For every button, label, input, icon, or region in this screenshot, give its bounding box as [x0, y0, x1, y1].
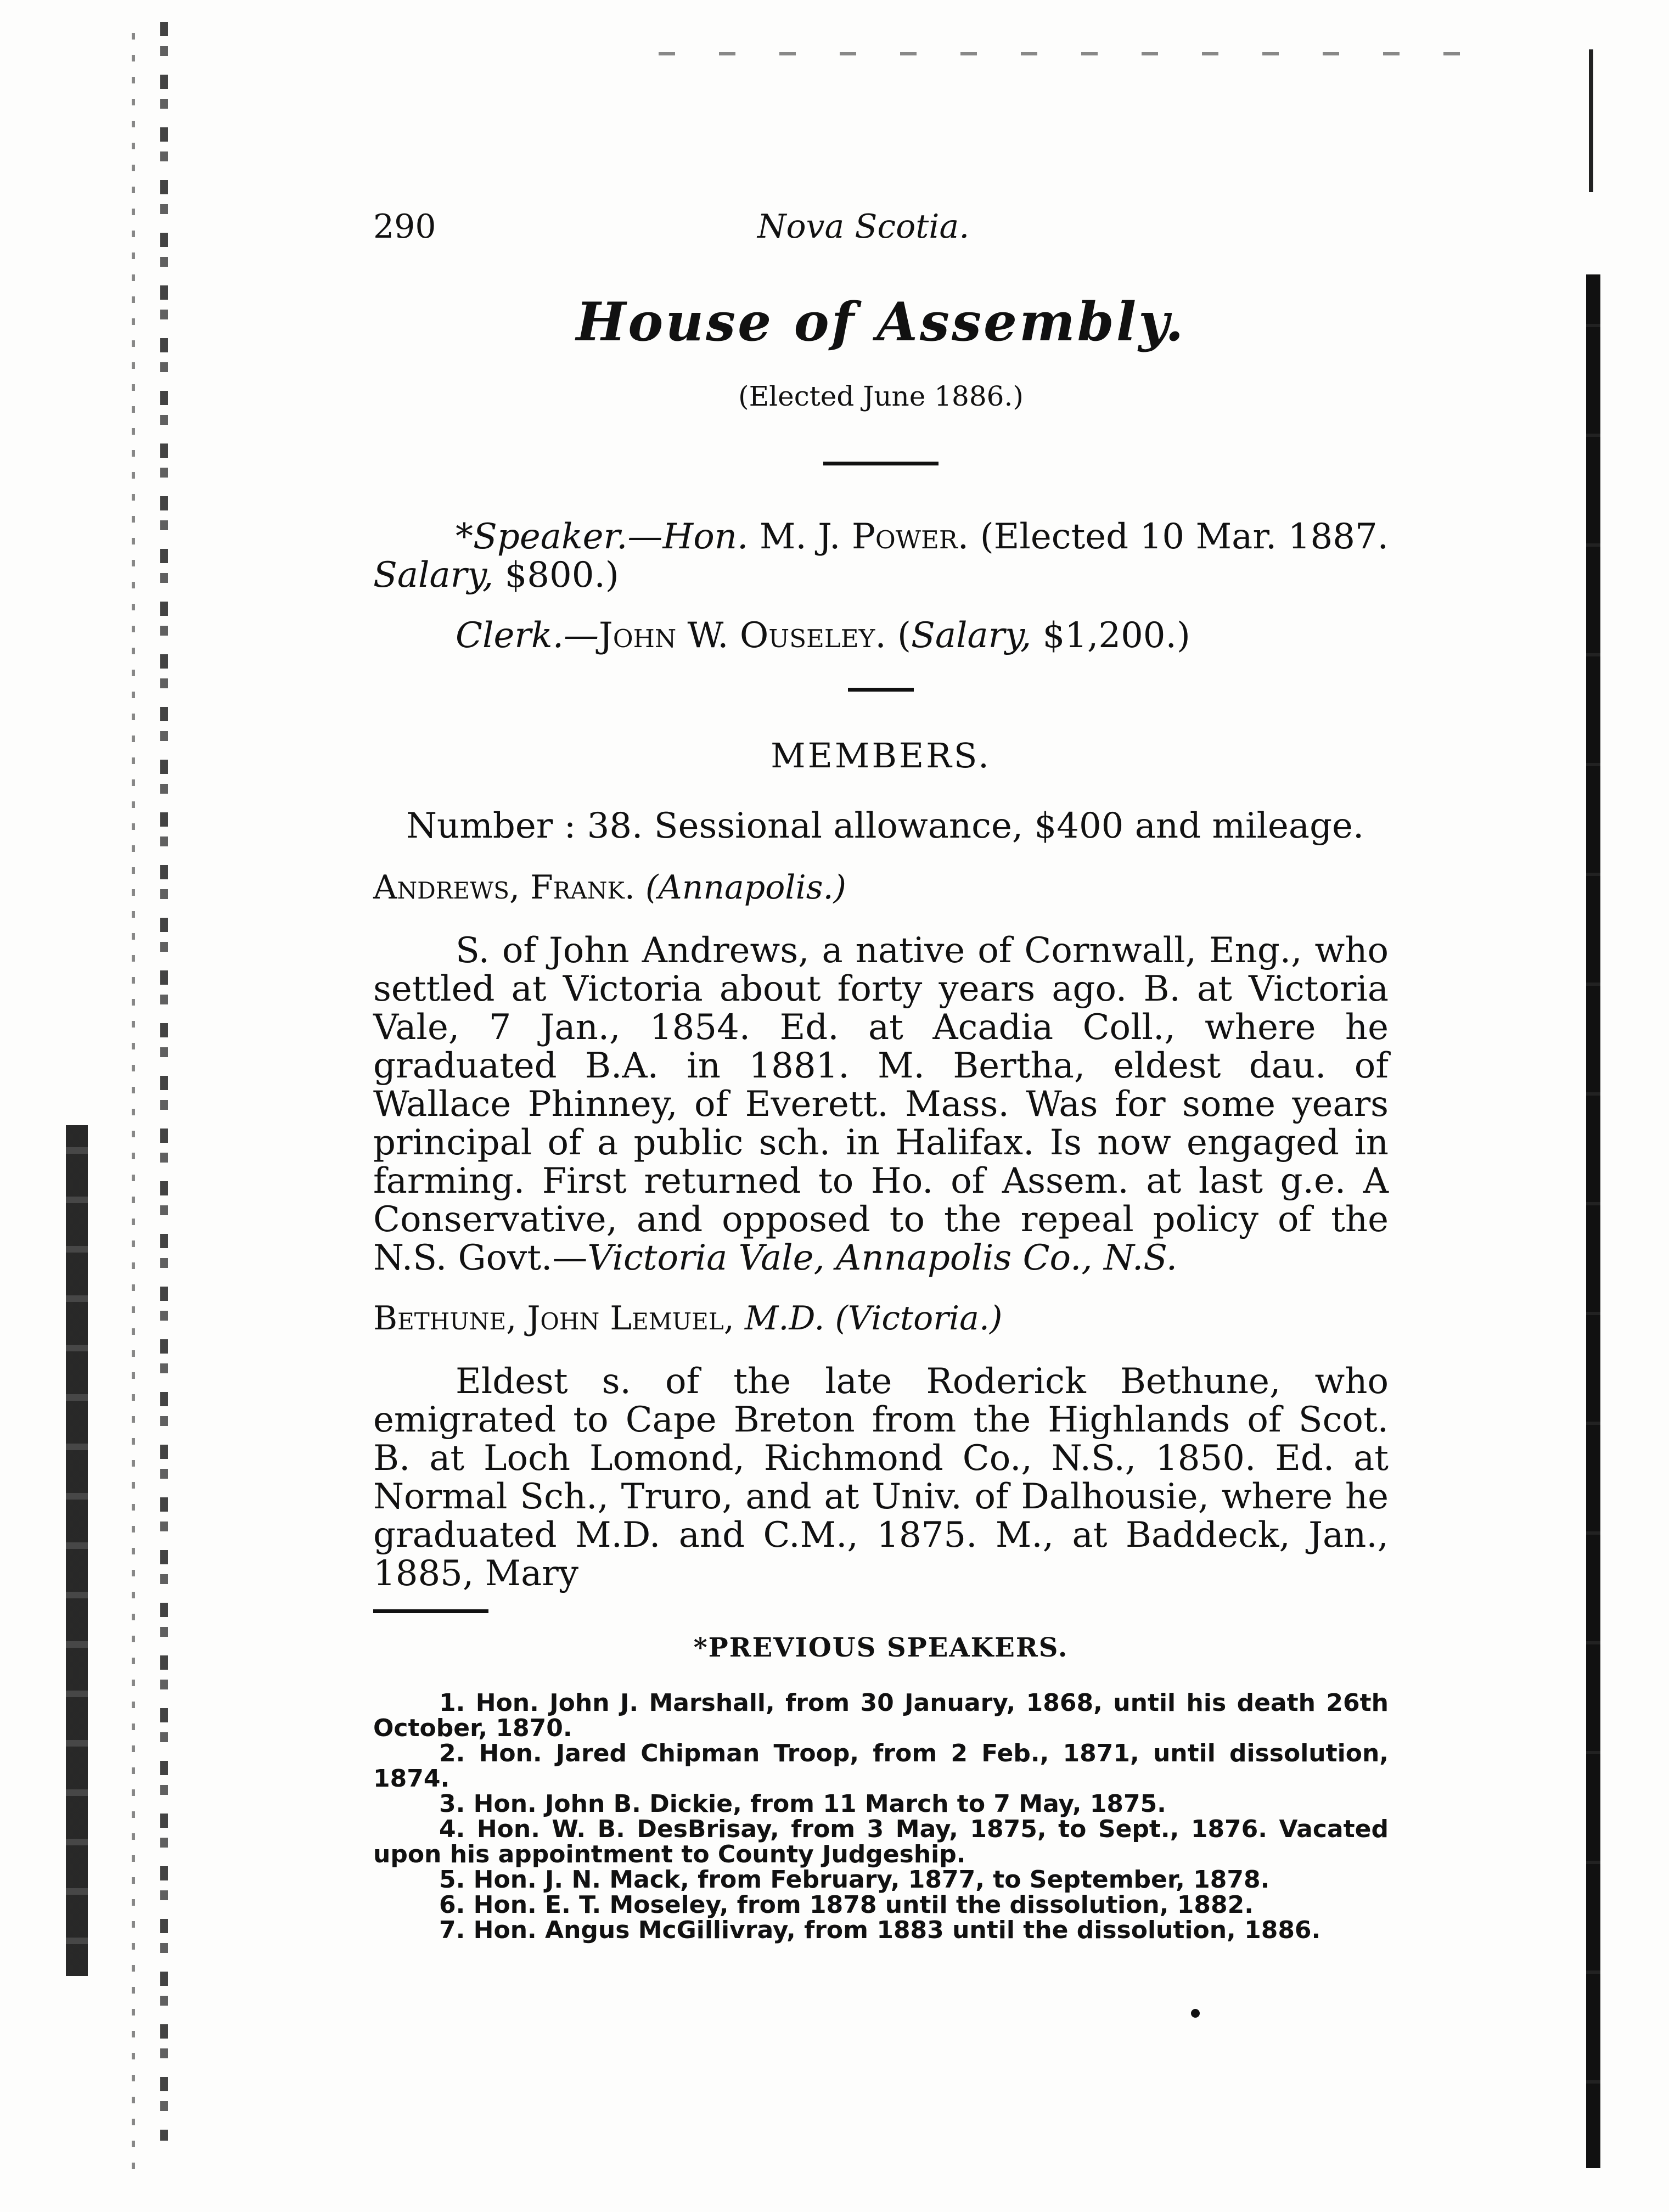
member-name: Andrews, Frank.	[373, 868, 635, 907]
page-number: 290	[373, 207, 436, 246]
scan-top-artifact	[659, 52, 1482, 55]
scan-page-edge	[1586, 274, 1600, 2168]
ink-dot	[1191, 2009, 1200, 2018]
page-content	[373, 181, 1389, 1943]
clerk-salary-label: Salary,	[911, 615, 1032, 656]
footnote-item: 6. Hon. E. T. Moseley, from 1878 until the dissolution, 1882.	[439, 1891, 1254, 1919]
footnote-list	[373, 1691, 1389, 1943]
scan-binding-edge	[66, 1125, 88, 1976]
footnote-item: 4. Hon. W. B. DesBrisay, from 3 May, 1875, to Sept., 1876. Vacated upon his appointment to County Judgeship.	[373, 1815, 1389, 1868]
clerk-label: Clerk.—	[456, 615, 599, 656]
footnote-rule	[373, 1609, 488, 1613]
member-bio-text: Eldest s. of the late Roderick Bethune, who emigrated to Cape Breton from the Highlands of Scot. B. at Loch Lomond, Richmond Co., N.S., 1850. Ed. at Normal Sch., Truro, and at Univ. of Dalhousie, where he graduated M.D. and C.M., 1875. M., at Baddeck, Jan., 1885, Mary	[373, 1361, 1389, 1594]
clerk-salary-open: (	[897, 615, 911, 656]
speaker-salary-label: Salary,	[373, 555, 494, 596]
running-head	[373, 181, 1389, 247]
footnote-item: 5. Hon. J. N. Mack, from February, 1877, to September, 1878.	[439, 1866, 1270, 1894]
scan-margin-artifact	[132, 33, 135, 2174]
speaker-detail: (Elected 10 Mar. 1887.	[980, 516, 1389, 557]
clerk-salary: $1,200.)	[1042, 615, 1190, 656]
members-number-line: Number : 38. Sessional allowance, $400 and mileage.	[406, 806, 1364, 846]
footnote-heading: *PREVIOUS SPEAKERS.	[693, 1632, 1069, 1663]
member-name: Bethune, John Lemuel,	[373, 1299, 734, 1338]
section-title: House of Assembly.	[576, 291, 1186, 353]
election-note: (Elected June 1886.)	[738, 380, 1024, 412]
clerk-name: John W. Ouseley.	[599, 615, 886, 656]
members-heading: MEMBERS.	[771, 736, 991, 776]
scan-margin-artifact	[160, 22, 168, 2141]
member-constituency: (Victoria.)	[835, 1299, 1003, 1338]
member-biography	[373, 931, 1389, 1277]
footnote-item: 7. Hon. Angus McGillivray, from 1883 until the dissolution, 1886.	[439, 1916, 1321, 1944]
member-address: Victoria Vale, Annapolis Co., N.S.	[587, 1238, 1178, 1278]
speaker-name: M. J. Power.	[759, 516, 969, 557]
running-title: Nova Scotia.	[757, 207, 970, 246]
footnote-item: 2. Hon. Jared Chipman Troop, from 2 Feb., 1871, until dissolution, 1874.	[373, 1739, 1389, 1793]
clerk-entry	[373, 616, 1389, 655]
member-bio-text: S. of John Andrews, a native of Cornwall, Eng., who settled at Victoria about forty years ago. B. at Victoria Vale, 7 Jan., 1854. Ed. at Acadia Coll., where he graduated B.A. in 1881. M. Bertha, eldest dau. of Wallace Phinney, of Everett. Mass. Was for some years principal of a public sch. in Halifax. Is now engaged in farming. First returned to Ho. of Assem. at last g.e. A Conservative, and opposed to the repeal policy of the N.S. Govt.—	[373, 930, 1389, 1278]
scan-margin-artifact	[1589, 49, 1593, 192]
member-heading	[373, 1299, 1389, 1338]
footnote-item: 3. Hon. John B. Dickie, from 11 March to 7 May, 1875.	[439, 1790, 1166, 1818]
member-degree: M.D.	[744, 1299, 825, 1338]
footnote-item: 1. Hon. John J. Marshall, from 30 January, 1868, until his death 26th October, 1870.	[373, 1689, 1389, 1742]
divider-rule	[823, 462, 939, 465]
member-constituency: (Annapolis.)	[645, 868, 846, 907]
member-heading	[373, 868, 1389, 907]
speaker-salary: $800.)	[504, 555, 619, 596]
speaker-label: *Speaker.—Hon.	[456, 516, 749, 557]
speaker-entry	[373, 518, 1389, 594]
member-biography	[373, 1362, 1389, 1593]
divider-rule	[848, 688, 914, 692]
